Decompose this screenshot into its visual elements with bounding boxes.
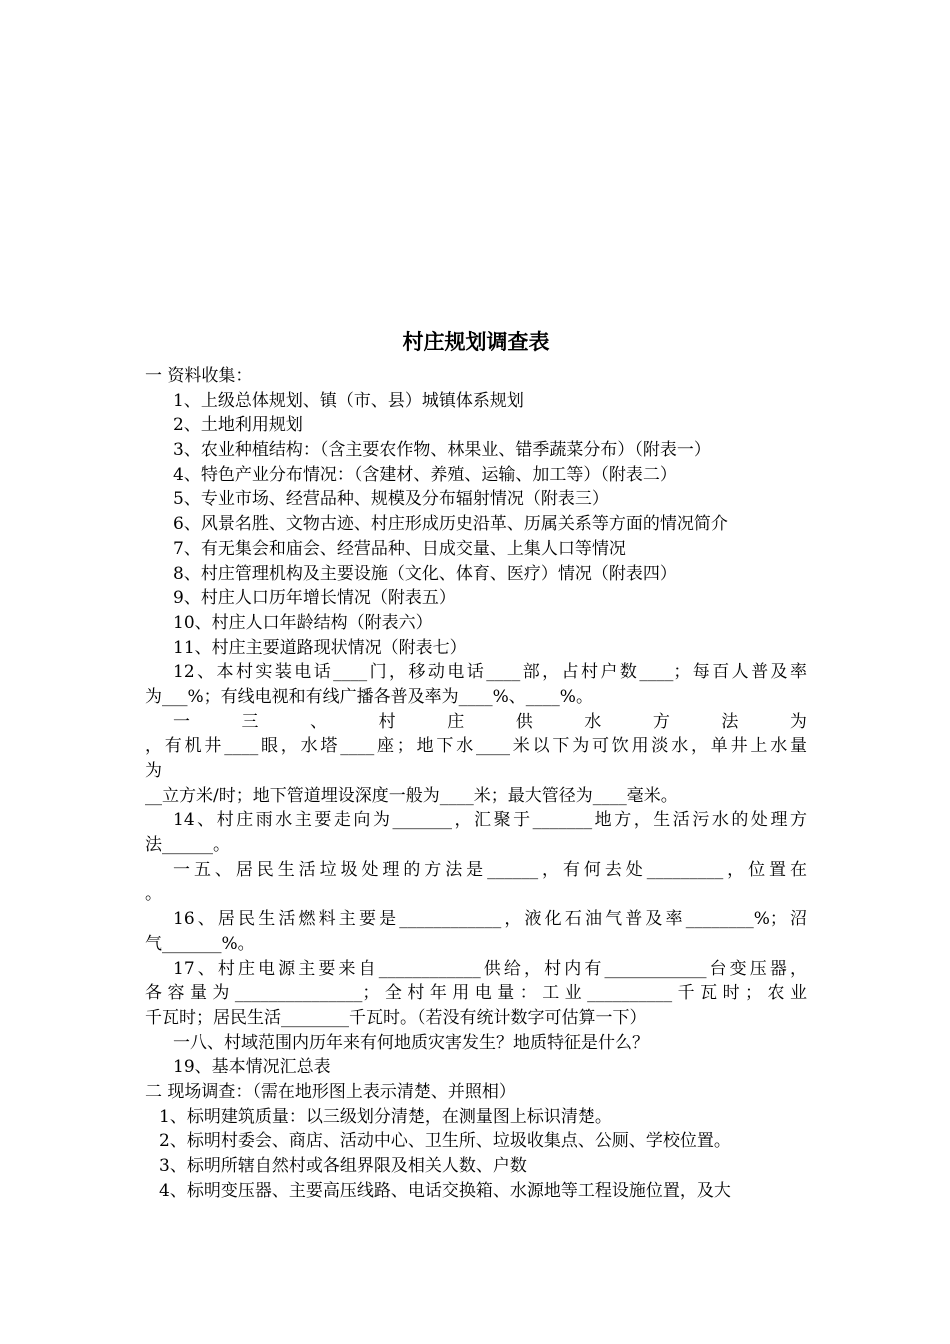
heading-char: 三 xyxy=(241,711,259,732)
document-body xyxy=(145,320,807,1203)
heading-char: 、 xyxy=(310,711,328,732)
list-item-continuation: 法______。 xyxy=(145,835,230,856)
list-item: 一五、居民生活垃圾处理的方法是______，有何去处_________，位置在 xyxy=(173,859,807,880)
list-item: 5、专业市场、经营品种、规模及分布辐射情况（附表三） xyxy=(173,489,609,510)
list-item-continuation: 千瓦时；居民生活________千瓦时。（若没有统计数字可估算一下） xyxy=(145,1007,647,1028)
list-item-continuation: 为___%；有线电视和有线广播各普及率为____%、____%。 xyxy=(145,686,593,707)
list-item: 4、特色产业分布情况：（含建材、养殖、运输、加工等）（附表二） xyxy=(173,464,677,485)
heading-char: 水 xyxy=(584,711,602,732)
list-item: 14、村庄雨水主要走向为_______，汇聚于_______地方，生活污水的处理方 xyxy=(173,810,807,831)
water-supply-heading xyxy=(145,710,807,735)
list-item: 4、标明变压器、主要高压线路、电话交换箱、水源地等工程设施位置，及大 xyxy=(159,1180,731,1201)
heading-char: 村 xyxy=(378,711,396,732)
list-item: 1、标明建筑质量：以三级划分清楚，在测量图上标识清楚。 xyxy=(159,1106,612,1127)
list-item-continuation: 为 xyxy=(145,761,162,781)
section-heading-1: 一 资料收集： xyxy=(145,366,253,386)
heading-char: 一 xyxy=(173,711,190,732)
list-item: 9、村庄人口历年增长情况（附表五） xyxy=(173,588,456,609)
list-item-continuation: 各容量为_______________；全村年用电量：工业__________千瓦时；农业 xyxy=(145,983,807,1004)
heading-char: 法 xyxy=(721,711,739,732)
heading-char: 为 xyxy=(789,711,807,732)
list-item: 12、本村实装电话____门，移动电话____部，占村户数____；每百人普及率 xyxy=(173,662,807,683)
list-item: 3、标明所辖自然村或各组界限及相关人数、户数 xyxy=(159,1156,527,1176)
list-item: 一八、村域范围内历年来有何地质灾害发生？地质特征是什么？ xyxy=(173,1032,649,1053)
list-item: 19、基本情况汇总表 xyxy=(173,1057,331,1078)
heading-char: 庄 xyxy=(447,711,465,732)
list-item-continuation: 气_______%。 xyxy=(145,933,255,954)
list-item: 3、农业种植结构：（含主要农作物、林果业、错季蔬菜分布）（附表一） xyxy=(173,440,711,461)
page-title: 村庄规划调查表 xyxy=(402,329,550,354)
list-item: 10、村庄人口年龄结构（附表六） xyxy=(173,612,433,633)
list-item: 6、风景名胜、文物古迹、村庄形成历史沿革、历属关系等方面的情况简介 xyxy=(173,514,728,535)
heading-char: 方 xyxy=(652,711,670,732)
list-item: 1、上级总体规划、镇（市、县）城镇体系规划 xyxy=(173,390,524,411)
heading-char: 供 xyxy=(515,711,533,732)
list-item: 16、居民生活燃料主要是____________，液化石油气普及率________%；沼 xyxy=(173,909,807,930)
list-item: 7、有无集会和庙会、经营品种、日成交量、上集人口等情况 xyxy=(173,538,626,559)
list-item: 2、标明村委会、商店、活动中心、卫生所、垃圾收集点、公厕、学校位置。 xyxy=(159,1131,731,1152)
list-item: 2、土地利用规划 xyxy=(173,415,303,436)
list-item-continuation: 。 xyxy=(145,884,162,905)
section-heading-2: 二 现场调查：（需在地形图上表示清楚、并照相） xyxy=(145,1081,516,1102)
list-item-continuation: __立方米/时；地下管道埋设深度一般为____米；最大管径为____毫米。 xyxy=(145,785,678,806)
list-item: 8、村庄管理机构及主要设施（文化、体育、医疗）情况（附表四） xyxy=(173,563,677,584)
list-item-continuation: ，有机井____眼，水塔____座；地下水____米以下为可饮用淡水，单井上水量 xyxy=(145,736,807,757)
list-item: 17、村庄电源主要来自____________供给，村内有____________台变压器， xyxy=(173,958,807,979)
list-item: 11、村庄主要道路现状情况（附表七） xyxy=(173,637,467,658)
